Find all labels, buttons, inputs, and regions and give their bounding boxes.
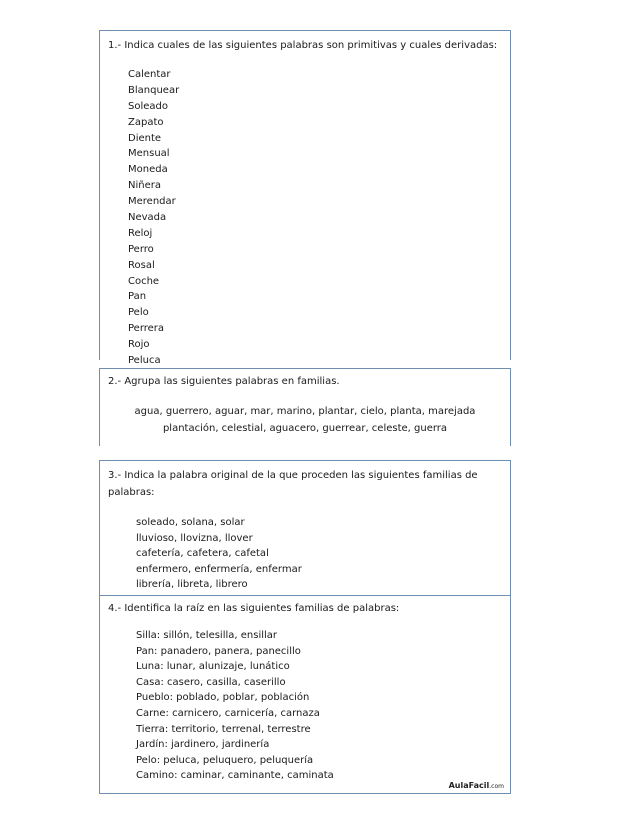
word-item: Coche bbox=[128, 275, 160, 287]
section-4-lines bbox=[136, 628, 334, 784]
root-family-line: Silla: sillón, telesilla, ensillar bbox=[136, 630, 278, 641]
word-item: Soleado bbox=[128, 100, 168, 112]
root-family-line: Pueblo: poblado, poblar, población bbox=[136, 692, 310, 704]
section-3-question-line-2: palabras: bbox=[108, 487, 155, 498]
word-item: Pan bbox=[128, 291, 147, 303]
section-3-question bbox=[108, 467, 478, 501]
word-item: Peluca bbox=[128, 355, 161, 367]
word-item: Zapato bbox=[128, 116, 164, 128]
section-1-word-list bbox=[128, 67, 179, 369]
word-item: Diente bbox=[128, 132, 162, 144]
root-family-line: Carne: carnicero, carnicería, carnaza bbox=[136, 707, 320, 719]
section-2-words bbox=[100, 403, 510, 437]
family-line: lluvioso, llovizna, llover bbox=[136, 532, 253, 544]
section-3-box bbox=[99, 460, 511, 596]
word-item: Rosal bbox=[128, 259, 155, 271]
root-family-line: Jardín: jardinero, jardinería bbox=[136, 739, 270, 751]
section-3-question-line-1: 3.- Indica la palabra original de la que proceden las siguientes familias de bbox=[108, 470, 478, 481]
word-item: Niñera bbox=[128, 180, 161, 192]
word-item: Pelo bbox=[128, 307, 149, 319]
word-item: Blanquear bbox=[128, 84, 180, 96]
word-item: Moneda bbox=[128, 164, 168, 176]
root-family-line: Pan: panadero, panera, panecillo bbox=[136, 645, 301, 657]
root-family-line: Casa: casero, casilla, caserillo bbox=[136, 676, 286, 688]
family-line: librería, libreta, librero bbox=[136, 579, 248, 591]
section-3-lines bbox=[136, 515, 302, 593]
family-line: enfermero, enfermería, enfermar bbox=[136, 563, 302, 575]
word-item: Perrera bbox=[128, 323, 165, 335]
section-2-question: 2.- Agrupa las siguientes palabras en familias. bbox=[108, 376, 340, 387]
section-2-line-1: agua, guerrero, aguar, mar, marino, plantar, cielo, planta, marejada bbox=[134, 406, 476, 417]
section-4-box bbox=[99, 596, 511, 794]
aulafacil-logo: AulaFacil.com bbox=[448, 781, 504, 790]
root-family-line: Tierra: territorio, terrenal, terrestre bbox=[136, 723, 311, 735]
word-item: Merendar bbox=[128, 196, 176, 208]
section-1-box bbox=[99, 30, 511, 367]
word-item: Rojo bbox=[128, 339, 150, 351]
root-family-line: Pelo: peluca, peluquero, peluquería bbox=[136, 754, 314, 766]
section-1-question: 1.- Indica cuales de las siguientes palabras son primitivas y cuales derivadas: bbox=[108, 40, 498, 51]
word-item: Perro bbox=[128, 243, 154, 255]
section-2-box bbox=[99, 368, 511, 446]
word-item: Reloj bbox=[128, 227, 153, 239]
word-item: Calentar bbox=[128, 69, 171, 80]
section-4-question: 4.- Identifica la raíz en las siguientes familias de palabras: bbox=[108, 603, 400, 614]
family-line: cafetería, cafetera, cafetal bbox=[136, 548, 269, 560]
family-line: soleado, solana, solar bbox=[136, 517, 245, 528]
root-family-line: Luna: lunar, alunizaje, lunático bbox=[136, 661, 290, 673]
word-item: Nevada bbox=[128, 212, 167, 224]
root-family-line: Camino: caminar, caminante, caminata bbox=[136, 770, 334, 782]
section-2-line-2: plantación, celestial, aguacero, guerrear, celeste, guerra bbox=[162, 423, 448, 434]
word-item: Mensual bbox=[128, 148, 170, 160]
